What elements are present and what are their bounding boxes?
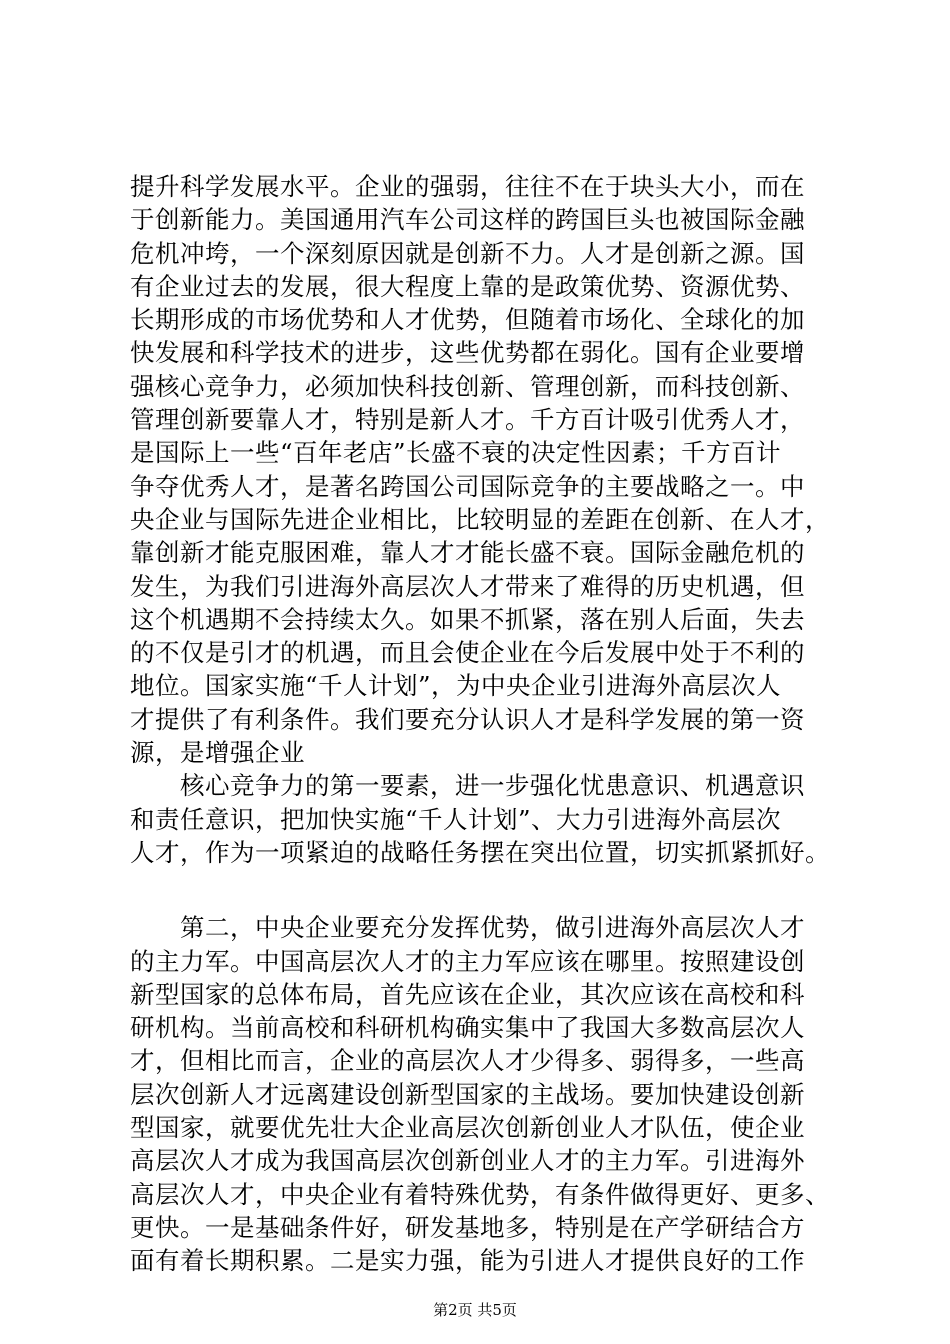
text-line: 面有着长期积累。二是实力强，能为引进人才提供良好的工作 [130, 1246, 805, 1276]
text-line: 才，但相比而言，企业的高层次人才少得多、弱得多，一些高 [130, 1046, 805, 1076]
text-line: 于创新能力。美国通用汽车公司这样的跨国巨头也被国际金融 [130, 205, 805, 235]
text-line: 争夺优秀人才，是著名跨国公司国际竞争的主要战略之一。中 [130, 471, 805, 501]
text-line: 才提供了有利条件。我们要充分认识人才是科学发展的第一资 [130, 704, 805, 734]
text-line: 长期形成的市场优势和人才优势，但随着市场化、全球化的加 [130, 305, 805, 335]
page-number-footer: 第2页 共5页 [433, 1301, 517, 1319]
text-line: 新型国家的总体布局，首先应该在企业，其次应该在高校和科 [130, 979, 805, 1009]
text-line: 更快。一是基础条件好，研发基地多，特别是在产学研结合方 [130, 1212, 805, 1242]
text-line: 源，是增强企业 [130, 738, 305, 768]
text-line: 快发展和科学技术的进步，这些优势都在弱化。国有企业要增 [130, 338, 805, 368]
text-line: 管理创新要靠人才，特别是新人才。千方百计吸引优秀人才， [130, 405, 805, 435]
text-line: 核心竞争力的第一要素，进一步强化忧患意识、机遇意识 [130, 771, 805, 801]
paragraph-spacer [130, 869, 842, 911]
text-line: 层次创新人才远离建设创新型国家的主战场。要加快建设创新 [130, 1079, 805, 1109]
text-line: 的主力军。中国高层次人才的主力军应该在哪里。按照建设创 [130, 946, 805, 976]
text-line: 央企业与国际先进企业相比，比较明显的差距在创新、在人才， [130, 504, 830, 534]
text-line: 是国际上一些“百年老店”长盛不衰的决定性因素；千方百计 [130, 438, 782, 468]
text-line: 高层次人才，中央企业有着特殊优势，有条件做得更好、更多、 [130, 1179, 830, 1209]
text-line: 这个机遇期不会持续太久。如果不抓紧，落在别人后面，失去 [130, 604, 805, 634]
text-line: 地位。国家实施“千人计划”，为中央企业引进海外高层次人 [130, 671, 782, 701]
text-line: 有企业过去的发展，很大程度上靠的是政策优势、资源优势、 [130, 271, 805, 301]
body-text [130, 170, 842, 1278]
text-line: 强核心竞争力，必须加快科技创新、管理创新，而科技创新、 [130, 371, 805, 401]
text-line: 的不仅是引才的机遇，而且会使企业在今后发展中处于不利的 [130, 638, 805, 668]
paragraph-1 [130, 170, 842, 769]
paragraph-3 [130, 911, 842, 1277]
text-line: 研机构。当前高校和科研机构确实集中了我国大多数高层次人 [130, 1013, 805, 1043]
text-line: 高层次人才成为我国高层次创新创业人才的主力军。引进海外 [130, 1146, 805, 1176]
paragraph-2 [130, 769, 842, 869]
text-line: 人才，作为一项紧迫的战略任务摆在突出位置，切实抓紧抓好。 [130, 837, 830, 867]
text-line: 靠创新才能克服困难，靠人才才能长盛不衰。国际金融危机的 [130, 538, 805, 568]
text-line: 提升科学发展水平。企业的强弱，往往不在于块头大小，而在 [130, 172, 805, 201]
text-line: 发生，为我们引进海外高层次人才带来了难得的历史机遇，但 [130, 571, 805, 601]
text-line: 型国家，就要优先壮大企业高层次创新创业人才队伍，使企业 [130, 1113, 805, 1143]
text-line: 危机冲垮，一个深刻原因就是创新不力。人才是创新之源。国 [130, 238, 805, 268]
text-line: 和责任意识，把加快实施“千人计划”、大力引进海外高层次 [130, 804, 782, 834]
text-line: 第二，中央企业要充分发挥优势，做引进海外高层次人才 [130, 913, 805, 943]
